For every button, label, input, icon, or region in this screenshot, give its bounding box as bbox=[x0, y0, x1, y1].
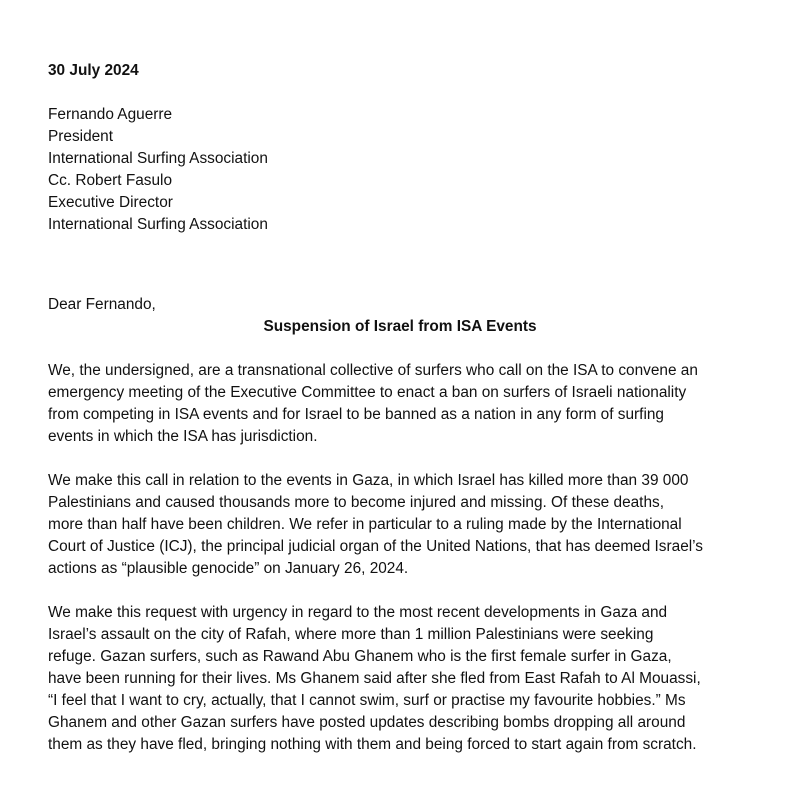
paragraph-line: “I feel that I want to cry, actually, that I cannot swim, surf or practise my favourite hobbies.” Ms bbox=[48, 692, 686, 709]
cc-block bbox=[48, 170, 268, 236]
paragraph-line: Palestinians and caused thousands more to become injured and missing. Of these deaths, bbox=[48, 494, 664, 511]
paragraph-line: Ghanem and other Gazan surfers have posted updates describing bombs dropping all around bbox=[48, 714, 686, 731]
paragraph-line: more than half have been children. We refer in particular to a ruling made by the International bbox=[48, 516, 682, 533]
paragraph-line: We make this request with urgency in regard to the most recent developments in Gaza and bbox=[48, 604, 668, 621]
paragraph-2 bbox=[48, 470, 773, 580]
paragraph-line: We, the undersigned, are a transnational collective of surfers who call on the ISA to convene an bbox=[48, 362, 698, 379]
salutation: Dear Fernando, bbox=[48, 296, 156, 313]
recipient-title: President bbox=[48, 128, 114, 145]
paragraph-line: Court of Justice (ICJ), the principal judicial organ of the United Nations, that has deemed Israel’s bbox=[48, 538, 704, 555]
cc-name: Cc. Robert Fasulo bbox=[48, 172, 173, 189]
paragraph-line: We make this call in relation to the events in Gaza, in which Israel has killed more than 39 000 bbox=[48, 472, 689, 489]
paragraph-line: from competing in ISA events and for Israel to be banned as a nation in any form of surfing bbox=[48, 406, 664, 423]
paragraph-line: have been running for their lives. Ms Ghanem said after she fled from East Rafah to Al Mouassi, bbox=[48, 670, 701, 687]
paragraph-line: actions as “plausible genocide” on January 26, 2024. bbox=[48, 560, 409, 577]
letter-date: 30 July 2024 bbox=[48, 62, 139, 79]
recipient-block bbox=[48, 104, 268, 170]
recipient-organization: International Surfing Association bbox=[48, 150, 268, 167]
paragraph-line: them as they have fled, bringing nothing with them and being forced to start again from scratch. bbox=[48, 736, 697, 753]
cc-title: Executive Director bbox=[48, 194, 173, 211]
paragraph-line: events in which the ISA has jurisdiction. bbox=[48, 428, 318, 445]
paragraph-line: Israel’s assault on the city of Rafah, where more than 1 million Palestinians were seeking bbox=[48, 626, 654, 643]
paragraph-line: emergency meeting of the Executive Committee to enact a ban on surfers of Israeli nationality bbox=[48, 384, 687, 401]
paragraph-1 bbox=[48, 360, 773, 448]
paragraph-line: refuge. Gazan surfers, such as Rawand Abu Ghanem who is the first female surfer in Gaza, bbox=[48, 648, 672, 665]
recipient-name: Fernando Aguerre bbox=[48, 106, 173, 123]
letter-subject: Suspension of Israel from ISA Events bbox=[263, 318, 537, 335]
cc-organization: International Surfing Association bbox=[48, 216, 268, 233]
paragraph-3 bbox=[48, 602, 773, 756]
